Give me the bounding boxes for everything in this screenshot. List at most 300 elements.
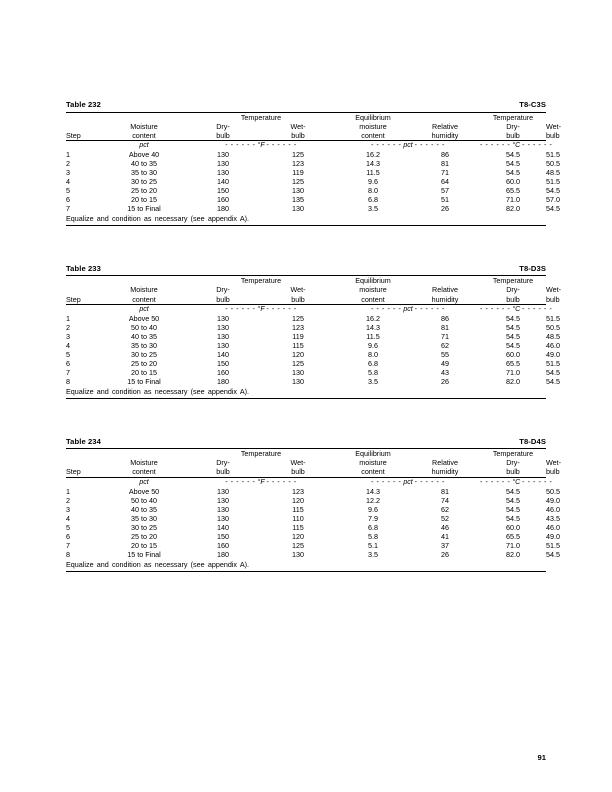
cell-relative-humidity: 81	[441, 486, 450, 496]
spacer-cell	[66, 113, 102, 122]
dash-right: - - - - - -	[414, 141, 445, 149]
spacer-cell	[66, 141, 102, 150]
cell-moisture-content: 50 to 40	[131, 322, 157, 332]
header-wet-bulb-f-line2: bulb	[291, 294, 305, 304]
cell-emc: 9.6	[368, 504, 379, 514]
header-moisture-content-line2: content	[132, 294, 156, 304]
cell-step: 7	[66, 204, 70, 214]
header-dry-bulb-c-line2: bulb	[506, 294, 520, 304]
cell-step: 5	[66, 350, 70, 360]
cell-wet-bulb-f: 119	[292, 331, 304, 341]
header-temperature-f: Temperature	[240, 449, 282, 459]
cell-wet-bulb-f: 130	[292, 377, 304, 387]
table-row: 1 Above 50 130 123 14.3 81 54.5 50.5	[66, 486, 561, 496]
table-row: 1 Above 50 130 125 16.2 86 54.5 51.5	[66, 313, 561, 323]
unit-celsius	[480, 305, 553, 314]
header-group-row	[66, 276, 546, 285]
cell-dry-bulb-c: 54.5	[506, 495, 521, 505]
schedule-table	[66, 449, 562, 477]
cell-dry-bulb-c: 65.5	[506, 359, 521, 369]
cell-step: 8	[66, 550, 70, 560]
cell-step: 1	[66, 313, 70, 323]
spacer-cell	[410, 113, 480, 122]
cell-emc: 3.5	[368, 204, 379, 214]
cell-moisture-content: 40 to 35	[131, 331, 157, 341]
cell-emc: 11.5	[366, 331, 380, 341]
dash-right: - - - - - -	[522, 478, 553, 486]
dash-right: - - - - - -	[414, 305, 445, 313]
cell-relative-humidity: 71	[441, 331, 450, 341]
cell-relative-humidity: 86	[441, 149, 450, 159]
cell-step: 3	[66, 504, 70, 514]
table-row: 3 40 to 35 130 115 9.6 62 54.5 46.0	[66, 504, 561, 514]
table-caption-232	[66, 100, 546, 112]
cell-dry-bulb-f: 130	[217, 331, 229, 341]
cell-step: 5	[66, 523, 70, 532]
cell-relative-humidity: 49	[441, 359, 450, 369]
unit-moisture-content: pct	[139, 141, 149, 149]
cell-wet-bulb-f: 125	[292, 149, 304, 159]
cell-emc: 8.0	[368, 186, 379, 196]
cell-emc: 3.5	[368, 377, 379, 387]
cell-step: 3	[66, 168, 70, 178]
cell-dry-bulb-c: 54.5	[506, 149, 521, 159]
header-sub-row-2: Step content bulb bulb content humidity bulb bulb	[66, 294, 560, 304]
cell-moisture-content: 35 to 30	[131, 168, 157, 178]
cell-dry-bulb-c: 60.0	[506, 523, 521, 532]
cell-dry-bulb-f: 130	[217, 495, 229, 505]
cell-moisture-content: 25 to 20	[131, 359, 157, 369]
cell-relative-humidity: 86	[441, 313, 450, 323]
header-emc-line3: content	[361, 130, 385, 140]
schedule-table	[66, 276, 562, 304]
cell-dry-bulb-f: 140	[217, 177, 229, 187]
cell-wet-bulb-f: 120	[292, 495, 304, 505]
spacer-cell	[102, 276, 186, 285]
unit-c-symbol: °C	[512, 141, 521, 149]
table-block-232	[66, 100, 562, 226]
header-temperature-c: Temperature	[492, 112, 534, 122]
header-wet-bulb-f-line2: bulb	[291, 467, 305, 477]
cell-relative-humidity: 81	[441, 322, 450, 332]
table-header	[66, 449, 562, 477]
schedule-table-body	[66, 141, 561, 214]
table-code: T8-C3S	[519, 100, 546, 109]
page-content	[66, 100, 562, 610]
header-moisture-content-line1: Moisture	[130, 285, 158, 295]
cell-moisture-content: 30 to 25	[131, 350, 157, 360]
header-emc-line3: content	[361, 294, 385, 304]
dash-left: - - - - - -	[480, 305, 511, 313]
header-wet-bulb-f-line1: Wet-	[290, 458, 306, 468]
cell-step: 1	[66, 149, 70, 159]
table-footnote: Equalize and condition as necessary (see appendix A).	[66, 559, 250, 569]
table-row: 4 35 to 30 130 110 7.9 52 54.5 43.5	[66, 513, 561, 523]
header-moisture-content-line1: Moisture	[130, 121, 158, 131]
spacer-cell	[66, 285, 102, 294]
header-sub-row-2: Step content bulb bulb content humidity bulb bulb	[66, 130, 560, 140]
header-relative-humidity-line1: Relative	[432, 285, 458, 295]
schedule-table	[66, 112, 562, 140]
cell-dry-bulb-c: 54.5	[506, 313, 521, 323]
cell-emc: 11.5	[366, 168, 380, 178]
cell-dry-bulb-c: 54.5	[506, 340, 521, 350]
header-dry-bulb-c-line2: bulb	[506, 467, 520, 477]
header-dry-bulb-c-line1: Dry-	[506, 121, 520, 131]
header-temperature-f: Temperature	[240, 276, 282, 286]
table-block-233	[66, 263, 562, 399]
cell-relative-humidity: 62	[441, 340, 450, 350]
table-row: 8 15 to Final 180 130 3.5 26 82.0 54.5	[66, 377, 561, 387]
cell-emc: 12.2	[366, 495, 381, 505]
cell-dry-bulb-c: 54.5	[506, 331, 521, 341]
table-block-234	[66, 436, 562, 572]
header-emc-line1: Equilibrium	[355, 276, 391, 286]
table-row: 5 30 to 25 140 115 6.8 46 60.0 46.0	[66, 523, 561, 532]
cell-emc: 3.5	[368, 550, 379, 560]
cell-relative-humidity: 64	[441, 177, 450, 187]
cell-dry-bulb-f: 130	[217, 158, 229, 168]
cell-step: 4	[66, 340, 70, 350]
cell-relative-humidity: 43	[441, 368, 450, 378]
header-emc-line2: moisture	[359, 285, 387, 295]
table-number: Table 233	[66, 263, 101, 273]
cell-wet-bulb-f: 125	[292, 359, 304, 369]
cell-relative-humidity: 81	[441, 158, 450, 168]
table-footnote: Equalize and condition as necessary (see appendix A).	[66, 386, 250, 396]
cell-moisture-content: 15 to Final	[127, 550, 161, 560]
table-code: T8-D4S	[519, 436, 546, 446]
cell-wet-bulb-f: 125	[292, 177, 304, 187]
header-step: Step	[66, 467, 81, 477]
header-dry-bulb-c-line1: Dry-	[506, 285, 520, 295]
table-row: 7 20 to 15 160 125 5.1 37 71.0 51.5	[66, 541, 561, 551]
spacer-cell	[66, 276, 102, 285]
cell-moisture-content: 30 to 25	[131, 177, 157, 187]
cell-relative-humidity: 41	[441, 532, 450, 542]
header-step: Step	[66, 130, 81, 140]
header-dry-bulb-f-line2: bulb	[216, 130, 230, 140]
cell-step: 6	[66, 195, 70, 205]
table-row: 4 30 to 25 140 125 9.6 64 60.0 51.5	[66, 177, 561, 187]
schedule-table-body	[66, 478, 561, 560]
cell-wet-bulb-f: 135	[292, 195, 304, 205]
cell-dry-bulb-f: 150	[217, 532, 229, 542]
cell-emc: 14.3	[366, 158, 381, 168]
cell-step: 4	[66, 177, 70, 187]
cell-step: 8	[66, 377, 70, 387]
table-row: 4 35 to 30 130 115 9.6 62 54.5 46.0	[66, 340, 561, 350]
cell-dry-bulb-f: 160	[217, 368, 229, 378]
header-temperature-f: Temperature	[240, 112, 282, 122]
cell-emc: 5.1	[368, 541, 379, 551]
cell-dry-bulb-c: 82.0	[506, 204, 521, 214]
cell-relative-humidity: 51	[441, 195, 450, 205]
cell-emc: 5.8	[368, 532, 379, 542]
header-moisture-content-line2: content	[132, 467, 156, 477]
cell-dry-bulb-f: 160	[217, 541, 229, 551]
table-number: Table 234	[66, 436, 101, 446]
dash-left: - - - - - -	[371, 305, 402, 313]
cell-wet-bulb-f: 125	[292, 541, 304, 551]
spacer-cell	[66, 449, 102, 458]
cell-wet-bulb-f: 110	[292, 513, 304, 523]
table-row: 2 50 to 40 130 120 12.2 74 54.5 49.0	[66, 495, 561, 505]
dash-right: - - - - - -	[266, 478, 297, 486]
unit-f-symbol: °F	[257, 305, 265, 313]
spacer-cell	[66, 478, 102, 487]
cell-dry-bulb-c: 54.5	[506, 504, 521, 514]
unit-pct	[336, 478, 480, 487]
unit-celsius	[480, 141, 553, 150]
spacer-cell	[102, 113, 186, 122]
header-relative-humidity-line2: humidity	[431, 467, 459, 477]
dash-right: - - - - - -	[266, 141, 297, 149]
dash-right: - - - - - -	[414, 478, 445, 486]
unit-pct	[336, 141, 480, 150]
table-row: 6 20 to 15 160 135 6.8 51 71.0 57.0	[66, 195, 561, 205]
cell-relative-humidity: 71	[441, 168, 450, 178]
cell-wet-bulb-f: 115	[292, 340, 304, 350]
unit-moisture-content: pct	[139, 478, 149, 486]
cell-moisture-content: Above 40	[128, 149, 160, 159]
cell-dry-bulb-f: 150	[217, 359, 229, 369]
dash-left: - - - - - -	[225, 141, 256, 149]
dash-left: - - - - - -	[480, 141, 511, 149]
cell-relative-humidity: 26	[441, 204, 450, 214]
header-dry-bulb-f-line1: Dry-	[216, 458, 230, 468]
table-row: 5 25 to 20 150 130 8.0 57 65.5 54.5	[66, 186, 561, 196]
cell-dry-bulb-f: 180	[217, 204, 229, 214]
header-dry-bulb-c-line2: bulb	[506, 130, 520, 140]
header-moisture-content-line2: content	[132, 130, 156, 140]
cell-dry-bulb-f: 130	[217, 313, 229, 323]
table-row: 8 15 to Final 180 130 3.5 26 82.0 54.5	[66, 550, 561, 560]
cell-emc: 16.2	[366, 149, 381, 159]
cell-wet-bulb-f: 130	[292, 186, 304, 196]
dash-left: - - - - - -	[480, 478, 511, 486]
cell-emc: 9.6	[368, 340, 379, 350]
table-row: 6 25 to 20 150 125 6.8 49 65.5 51.5	[66, 359, 561, 369]
cell-relative-humidity: 46	[441, 523, 450, 532]
cell-step: 2	[66, 495, 70, 505]
schedule-table-body	[66, 305, 561, 387]
cell-dry-bulb-f: 130	[217, 504, 229, 514]
header-emc-line1: Equilibrium	[355, 112, 391, 122]
cell-moisture-content: 40 to 35	[131, 158, 157, 168]
cell-emc: 6.8	[368, 523, 379, 532]
table-row: 5 30 to 25 140 120 8.0 55 60.0 49.0	[66, 350, 561, 360]
rule-bottom	[66, 225, 546, 226]
spacer-cell	[410, 449, 480, 458]
cell-moisture-content: 20 to 15	[131, 195, 157, 205]
cell-emc: 8.0	[368, 350, 379, 360]
dash-left: - - - - - -	[225, 478, 256, 486]
spacer-cell	[66, 305, 102, 314]
cell-wet-bulb-f: 119	[292, 168, 304, 178]
cell-wet-bulb-f: 115	[292, 523, 304, 532]
header-group-row	[66, 449, 546, 458]
cell-dry-bulb-c: 54.5	[506, 168, 521, 178]
cell-dry-bulb-f: 130	[217, 340, 229, 350]
cell-emc: 6.8	[368, 359, 379, 369]
cell-dry-bulb-c: 54.5	[506, 486, 521, 496]
cell-step: 2	[66, 158, 70, 168]
header-temperature-c: Temperature	[492, 449, 534, 459]
spacer-cell	[410, 276, 480, 285]
cell-dry-bulb-c: 82.0	[506, 550, 521, 560]
cell-relative-humidity: 37	[441, 541, 450, 551]
unit-c-symbol: °C	[512, 478, 521, 486]
table-caption-234	[66, 437, 546, 449]
dash-left: - - - - - -	[371, 478, 402, 486]
dash-right: - - - - - -	[266, 305, 297, 313]
unit-celsius	[480, 478, 553, 487]
cell-step: 2	[66, 322, 70, 332]
cell-moisture-content: 50 to 40	[131, 495, 157, 505]
cell-emc: 7.9	[368, 513, 379, 523]
cell-dry-bulb-f: 180	[217, 550, 229, 560]
header-relative-humidity-line2: humidity	[431, 130, 459, 140]
cell-step: 6	[66, 532, 70, 542]
cell-moisture-content: 20 to 15	[131, 368, 157, 378]
header-dry-bulb-f-line2: bulb	[216, 294, 230, 304]
table-row: 2 40 to 35 130 123 14.3 81 54.5 50.5	[66, 158, 561, 168]
table-row: 7 15 to Final 180 130 3.5 26 82.0 54.5	[66, 204, 561, 214]
header-relative-humidity-line1: Relative	[432, 458, 458, 468]
cell-dry-bulb-c: 82.0	[506, 377, 521, 387]
rule-bottom	[66, 398, 546, 399]
cell-step: 3	[66, 331, 70, 341]
header-sub-row-1: Moisture Dry- Wet- moisture Relative Dry- Wet-	[66, 285, 546, 294]
unit-c-symbol: °C	[512, 305, 521, 313]
cell-dry-bulb-f: 150	[217, 186, 229, 196]
spacer-cell	[66, 458, 102, 467]
cell-dry-bulb-c: 65.5	[506, 532, 521, 542]
cell-relative-humidity: 74	[441, 495, 450, 505]
unit-pct-symbol: pct	[403, 305, 413, 313]
cell-step: 4	[66, 513, 70, 523]
header-moisture-content-line1: Moisture	[130, 458, 158, 468]
header-dry-bulb-f-line2: bulb	[216, 467, 230, 477]
unit-f-symbol: °F	[257, 478, 265, 486]
cell-relative-humidity: 26	[441, 550, 450, 560]
cell-step: 7	[66, 368, 70, 378]
header-sub-row-1: Moisture Dry- Wet- moisture Relative Dry- Wet-	[66, 458, 546, 467]
cell-moisture-content: Above 50	[128, 486, 160, 496]
cell-dry-bulb-f: 140	[217, 523, 229, 532]
table-row: 6 25 to 20 150 120 5.8 41 65.5 49.0	[66, 532, 561, 542]
spacer-cell	[102, 449, 186, 458]
units-row	[66, 478, 546, 487]
cell-dry-bulb-f: 130	[217, 486, 229, 496]
units-row	[66, 141, 546, 150]
table-row: 3 40 to 35 130 119 11.5 71 54.5 48.5	[66, 331, 561, 341]
cell-moisture-content: 15 to Final	[127, 204, 161, 214]
cell-emc: 6.8	[368, 195, 379, 205]
cell-relative-humidity: 55	[441, 350, 450, 360]
table-footnote: Equalize and condition as necessary (see appendix A).	[66, 214, 250, 224]
cell-dry-bulb-c: 71.0	[506, 195, 521, 205]
cell-dry-bulb-c: 54.5	[506, 513, 521, 523]
cell-dry-bulb-f: 130	[217, 168, 229, 178]
dash-left: - - - - - -	[371, 141, 402, 149]
cell-step: 7	[66, 541, 70, 551]
cell-step: 6	[66, 359, 70, 369]
cell-emc: 16.2	[366, 313, 381, 323]
header-wet-bulb-f-line2: bulb	[291, 130, 305, 140]
header-emc-line2: moisture	[359, 458, 387, 468]
cell-step: 5	[66, 186, 70, 196]
header-relative-humidity-line2: humidity	[431, 294, 459, 304]
spacer-cell	[66, 122, 102, 131]
cell-wet-bulb-f: 130	[292, 368, 304, 378]
table-row: 7 20 to 15 160 130 5.8 43 71.0 54.5	[66, 368, 561, 378]
header-temperature-c: Temperature	[492, 276, 534, 286]
header-group-row	[66, 113, 546, 122]
cell-emc: 14.3	[366, 322, 381, 332]
cell-moisture-content: 15 to Final	[127, 377, 161, 387]
header-emc-line3: content	[361, 467, 385, 477]
header-wet-bulb-f-line1: Wet-	[290, 121, 306, 131]
cell-emc: 9.6	[368, 177, 379, 187]
cell-wet-bulb-f: 120	[292, 350, 304, 360]
cell-dry-bulb-f: 130	[217, 149, 229, 159]
cell-moisture-content: 35 to 30	[131, 340, 157, 350]
cell-moisture-content: 40 to 35	[131, 504, 157, 514]
cell-dry-bulb-c: 54.5	[506, 158, 521, 168]
cell-relative-humidity: 52	[441, 513, 450, 523]
unit-fahrenheit	[186, 305, 336, 314]
cell-wet-bulb-f: 123	[292, 158, 304, 168]
table-header	[66, 112, 562, 140]
cell-dry-bulb-f: 130	[217, 513, 229, 523]
header-emc-line2: moisture	[359, 121, 387, 131]
dash-right: - - - - - -	[522, 141, 553, 149]
table-code: T8-D3S	[519, 263, 546, 273]
cell-wet-bulb-f: 130	[292, 550, 304, 560]
unit-f-symbol: °F	[257, 141, 265, 149]
cell-wet-bulb-f: 125	[292, 313, 304, 323]
dash-right: - - - - - -	[522, 305, 553, 313]
cell-wet-bulb-f: 115	[292, 504, 304, 514]
cell-relative-humidity: 26	[441, 377, 450, 387]
rule-bottom	[66, 571, 546, 572]
cell-moisture-content: 20 to 15	[131, 541, 157, 551]
unit-pct	[336, 305, 480, 314]
cell-dry-bulb-c: 54.5	[506, 322, 521, 332]
cell-wet-bulb-f: 123	[292, 486, 304, 496]
table-number: Table 232	[66, 100, 101, 109]
cell-moisture-content: 30 to 25	[131, 523, 157, 532]
cell-dry-bulb-f: 130	[217, 322, 229, 332]
header-dry-bulb-f-line1: Dry-	[216, 285, 230, 295]
table-row: 2 50 to 40 130 123 14.3 81 54.5 50.5	[66, 322, 561, 332]
header-dry-bulb-f-line1: Dry-	[216, 121, 230, 131]
table-row: 1 Above 40 130 125 16.2 86 54.5 51.5	[66, 149, 561, 159]
cell-dry-bulb-f: 160	[217, 195, 229, 205]
cell-wet-bulb-f: 123	[292, 322, 304, 332]
units-row	[66, 305, 546, 314]
header-step: Step	[66, 294, 81, 304]
cell-dry-bulb-f: 140	[217, 350, 229, 360]
cell-emc: 14.3	[366, 486, 381, 496]
header-relative-humidity-line1: Relative	[432, 121, 458, 131]
cell-dry-bulb-c: 71.0	[506, 368, 521, 378]
cell-dry-bulb-c: 60.0	[506, 177, 521, 187]
dash-left: - - - - - -	[225, 305, 256, 313]
cell-moisture-content: 25 to 20	[131, 532, 157, 542]
